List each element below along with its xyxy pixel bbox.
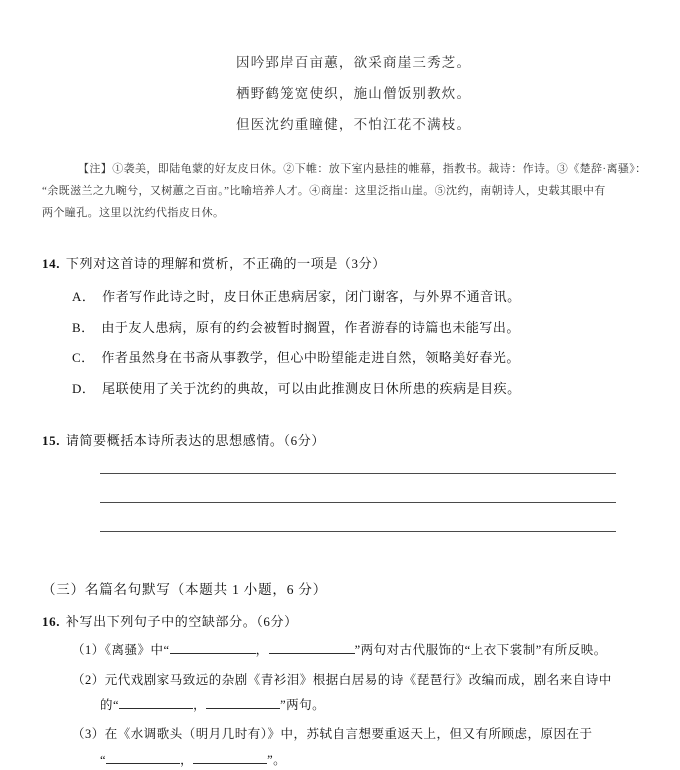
- sub-question-3-marker: （3）: [72, 727, 105, 742]
- blank-field[interactable]: [193, 763, 267, 764]
- option-b-text: 由于友人患病，原有的约会被暂时搁置，作者游春的诗篇也未能写出。: [101, 319, 520, 335]
- sub-question-1-after: ”两句对古代服饰的“上衣下裳制”有所反映。: [354, 643, 607, 658]
- option-c-text: 作者虽然身在书斋从事教学，但心中盼望能走进自然，领略美好春光。: [101, 350, 520, 366]
- question-14-stem: [42, 254, 638, 274]
- note-line: 两个瞳孔。这里以沈约代指皮日休。: [42, 206, 225, 219]
- answer-line[interactable]: [100, 473, 616, 474]
- question-16-stem: [42, 612, 638, 632]
- poem-line: 因吟郢岸百亩蕙，欲采商崖三秀芝。: [236, 55, 472, 71]
- sub-question-2-marker: （2）: [72, 672, 105, 687]
- sub-question-2-before: 元代戏剧家马致远的杂剧《青衫泪》根据白居易的诗《琵琶行》改编而成，剧名来自诗中: [104, 672, 612, 687]
- sub-question-3-cont-separator: ，: [180, 752, 194, 767]
- blank-field[interactable]: [106, 763, 180, 764]
- section-heading: （三）名篇名句默写（本题共 1 小题，6 分）: [42, 581, 328, 597]
- sub-question-2-continuation: [72, 696, 680, 715]
- option-c[interactable]: [42, 348, 638, 368]
- option-b-letter: B．: [72, 319, 95, 335]
- question-16-items: [0, 641, 680, 770]
- sub-question-2-cont-separator: ，: [193, 697, 207, 712]
- question-15-answer-area[interactable]: [0, 473, 680, 532]
- option-d[interactable]: [42, 379, 638, 399]
- answer-line[interactable]: [100, 531, 616, 532]
- question-15-text: 请简要概括本诗所表达的思想感情。（6分）: [65, 433, 325, 449]
- sub-question-1-marker: （1）: [72, 643, 105, 658]
- blank-field[interactable]: [119, 708, 193, 709]
- poem-line: 栖野鹤笼宽使织，施山僧饭别教炊。: [236, 85, 472, 102]
- sub-question-2-cont-before: 的“: [100, 697, 120, 712]
- question-16-number: 16.: [42, 613, 61, 629]
- option-a-letter: A．: [72, 289, 96, 305]
- question-16-text: 补写出下列句子中的空缺部分。（6分）: [65, 613, 298, 629]
- sub-question-1-separator: ，: [255, 643, 269, 658]
- blank-field[interactable]: [206, 708, 280, 709]
- sub-question-3-cont-after: ”。: [267, 752, 287, 767]
- sub-question-3-cont-before: “: [100, 752, 107, 767]
- poem-line: 但医沈约重瞳健，不怕江花不满枝。: [236, 116, 472, 133]
- note-line: “余既滋兰之九畹兮，又树蕙之百亩。”比喻培养人才。④商崖：这里泛指山崖。⑤沈约，南朝诗人，史载其眼中有: [42, 184, 606, 197]
- answer-line[interactable]: [100, 502, 616, 503]
- sub-question-3-continuation: [72, 751, 680, 770]
- note-line: 【注】①袭美，即陆龟蒙的好友皮日休。②下帷：放下室内悬挂的帷幕，指教书。裁诗：作诗。③《楚辞·离骚》：: [78, 162, 647, 175]
- sub-question-1: [0, 641, 680, 660]
- option-a[interactable]: [42, 287, 638, 307]
- option-d-letter: D．: [72, 380, 96, 396]
- option-b[interactable]: [42, 318, 638, 338]
- poem-block: [0, 0, 680, 134]
- option-d-text: 尾联使用了关于沈约的典故，可以由此推测皮日休所患的疾病是目疾。: [102, 380, 521, 396]
- blank-field[interactable]: [170, 653, 256, 654]
- sub-question-2: [0, 671, 680, 716]
- notes-block: [0, 158, 680, 224]
- sub-question-2-cont-after: ”两句。: [280, 697, 326, 712]
- sub-question-1-before: 《离骚》中“: [104, 643, 170, 658]
- option-c-letter: C．: [72, 350, 95, 366]
- question-14-text: 下列对这首诗的理解和赏析，不正确的一项是（3分）: [65, 255, 386, 271]
- sub-question-3-before: 在《水调歌头（明月几时有）》中，苏轼自言想要重返天上，但又有所顾虑，原因在于: [104, 727, 593, 742]
- question-15-number: 15.: [42, 433, 61, 449]
- question-15-stem: [42, 431, 638, 451]
- question-14-number: 14.: [42, 255, 61, 271]
- question-14-options: [42, 287, 638, 398]
- sub-question-3: [0, 725, 680, 770]
- blank-field[interactable]: [269, 653, 355, 654]
- question-16: [0, 612, 680, 632]
- option-a-text: 作者写作此诗之时，皮日休正患病居家，闭门谢客，与外界不通音讯。: [102, 289, 521, 305]
- question-15: [0, 431, 680, 451]
- question-14: [0, 254, 680, 399]
